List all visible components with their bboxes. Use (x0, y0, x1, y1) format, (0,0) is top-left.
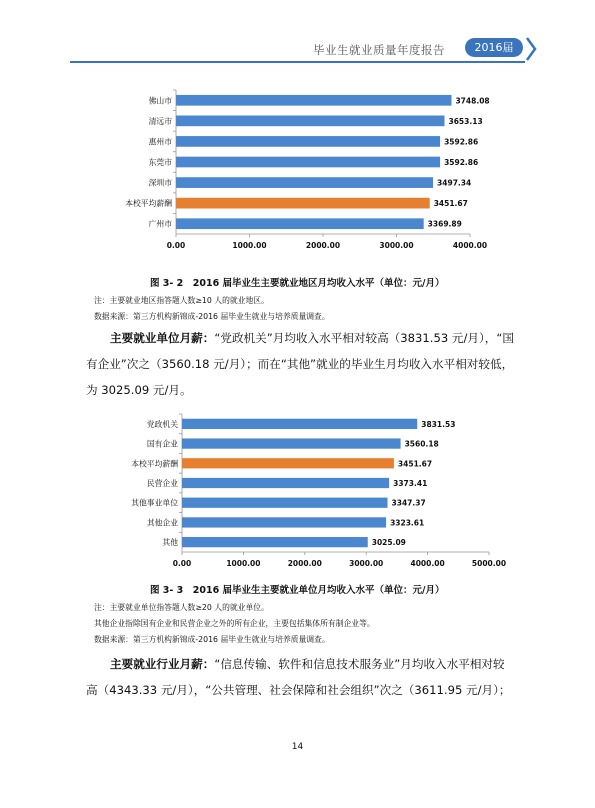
year-badge: 2016届 (465, 38, 523, 57)
bar (176, 177, 433, 188)
page-number: 14 (291, 742, 304, 752)
chevron-right-icon (525, 34, 537, 64)
category-label: 东莞市 (148, 158, 172, 167)
category-label: 本校平均薪酬 (131, 459, 178, 469)
figure-caption: 图 3- 2 2016 届毕业生主要就业地区月均收入水平（单位：元/月） (150, 278, 445, 289)
category-label: 民营企业 (146, 479, 178, 488)
category-label: 党政机关 (146, 419, 178, 429)
bar (176, 198, 430, 209)
paragraph-line: “信息传输、软件和信息技术服务业”月均收入水平相对较 (214, 657, 505, 671)
tick-label: 4000.00 (410, 559, 445, 568)
tick-label: 0.00 (166, 241, 186, 250)
paragraph-lead: 主要就业行业月薪： (110, 657, 215, 671)
body-paragraph (86, 325, 528, 403)
bar (182, 478, 389, 488)
header-rule (70, 61, 525, 63)
data-label: 3560.18 (404, 439, 439, 449)
data-label: 3748.08 (455, 96, 490, 106)
figure-source: 数据来源：第三方机构新锦成-2016 届毕业生就业与培养质量调查。 (94, 312, 330, 321)
bar (182, 438, 401, 448)
data-label: 3592.86 (444, 158, 479, 167)
category-label: 清远市 (148, 116, 172, 126)
paragraph-lead: 主要就业单位月薪： (110, 331, 215, 345)
tick-label: 0.00 (172, 559, 192, 568)
bar (176, 95, 451, 106)
paragraph-line: 为 3025.09 元/月。 (86, 383, 192, 397)
region-income-chart (100, 86, 520, 254)
figure-caption: 图 3- 3 2016 届毕业生主要就业单位月均收入水平（单位：元/月） (150, 585, 445, 596)
category-label: 惠州市 (148, 137, 172, 147)
category-label: 深圳市 (148, 178, 172, 188)
tick-label: 3000.00 (379, 241, 414, 250)
report-header-title: 毕业生就业质量年度报告 (313, 43, 445, 57)
data-label: 3653.13 (448, 116, 483, 126)
body-paragraph (86, 651, 528, 703)
bar (182, 419, 417, 429)
employer-income-chart (100, 410, 530, 570)
figure-note: 注：主要就业地区指答题人数≥10 人的就业地区。 (94, 296, 269, 305)
data-label: 3497.34 (437, 178, 472, 188)
data-label: 3373.41 (393, 479, 428, 488)
tick-label: 1000.00 (232, 241, 267, 250)
bar (176, 157, 440, 168)
bar (176, 116, 445, 127)
category-label: 本校平均薪酬 (125, 199, 172, 209)
bar (176, 218, 424, 229)
category-label: 其他 (162, 538, 178, 548)
figure-note: 其他企业指除国有企业和民营企业之外的所有企业，主要包括集体所有制企业等。 (94, 619, 375, 628)
figure-source: 数据来源：第三方机构新锦成-2016 届毕业生就业与培养质量调查。 (94, 635, 330, 644)
data-label: 3025.09 (371, 538, 406, 548)
data-label: 3451.67 (397, 459, 433, 469)
bar (182, 458, 394, 468)
tick-label: 3000.00 (349, 559, 384, 568)
tick-label: 5000.00 (471, 559, 507, 568)
category-label: 国有企业 (146, 439, 178, 449)
tick-label: 1000.00 (226, 559, 261, 568)
bar (176, 136, 440, 147)
data-label: 3592.86 (444, 137, 479, 147)
paragraph-line: 有企业”次之（3560.18 元/月）；而在“其他”就业的毕业生月均收入水平相对较低， (86, 357, 514, 371)
category-label: 广州市 (148, 219, 172, 229)
category-label: 佛山市 (148, 96, 172, 106)
tick-label: 2000.00 (305, 241, 341, 250)
paragraph-line: 高（4343.33 元/月），“公共管理、社会保障和社会组织”次之（3611.95 元/月）； (86, 683, 511, 697)
bar (182, 537, 368, 547)
data-label: 3369.89 (427, 219, 462, 229)
figure-note: 注：主要就业单位指答题人数≥20 人的就业单位。 (94, 603, 269, 612)
category-label: 其他事业单位 (131, 498, 178, 508)
category-label: 其他企业 (146, 518, 178, 528)
tick-label: 4000.00 (452, 241, 488, 250)
bar (182, 498, 388, 508)
data-label: 3347.37 (391, 498, 426, 508)
data-label: 3323.61 (390, 518, 425, 528)
bar (182, 517, 386, 527)
data-label: 3831.53 (421, 419, 456, 429)
tick-label: 2000.00 (287, 559, 322, 568)
paragraph-line: “党政机关”月均收入水平相对较高（3831.53 元/月），“国 (214, 331, 514, 345)
data-label: 3451.67 (433, 199, 468, 209)
